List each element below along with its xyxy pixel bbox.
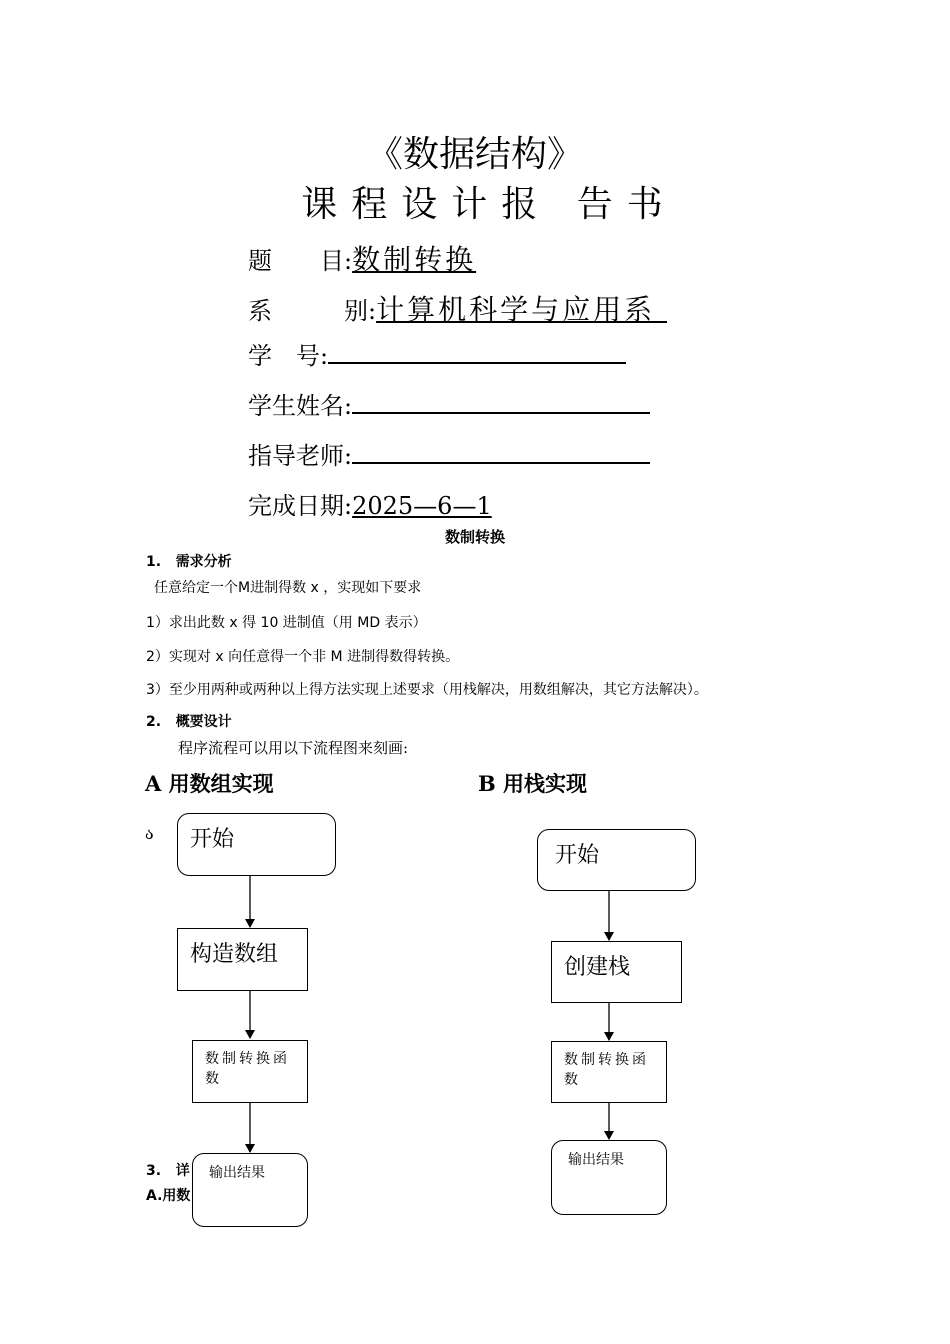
dept-label: 系 别: [248,297,377,325]
flow-a-step2 [192,1040,308,1103]
arrowhead-a-2 [245,1030,255,1039]
s1-item-2: 2）实现对 x 向任意得一个非 M 进制得数得转换。 [146,649,460,665]
s1-intro: 任意给定一个M进制得数 x ，实现如下要求 [154,580,422,596]
arrowhead-b-1 [604,932,614,941]
flow-b-step2 [551,1041,667,1103]
s3-heading-num: 3. [146,1163,162,1179]
flow-a-end [192,1153,308,1227]
s3-sub: A.用数 [146,1188,191,1204]
flow-a-step1-label: 构造数组 [190,942,279,967]
report-subtitle: 课程设计报 告书 [301,184,677,225]
topic-value: 数制转换 [352,243,477,276]
s2-heading-num: 2. [146,714,162,730]
section-title: 数制转换 [444,528,505,546]
s1-item-3: 3）至少用两种或两种以上得方法实现上述要求（用栈解决，用数组解决，其它方法解决）。 [146,682,708,698]
s1-heading-text: 需求分析 [175,554,232,570]
date-value: 2025—6—1 [352,492,492,520]
report-title: 《数据结构》 [366,134,583,175]
s2-intro: 程序流程可以用以下流程图来刻画: [178,739,409,757]
flow-a-end-label: 输出结果 [209,1165,265,1181]
s2-heading-text: 概要设计 [175,714,232,730]
student-id-label: 学 号: [248,342,329,370]
topic-label: 题 目: [248,247,353,275]
s1-item-1: 1）求出此数 x 得 10 进制值（用 MD 表示） [146,615,427,631]
flow-a-start [177,813,336,876]
flow-a-step1 [177,928,308,991]
teacher-label: 指导老师: [248,442,353,470]
s1-heading-num: 1. [146,554,162,570]
date-label: 完成日期: [248,492,353,520]
arrowhead-b-3 [604,1131,614,1140]
flow-b-step1-label: 创建栈 [564,955,631,980]
stray-mark: ა [145,824,154,843]
flow-b-end-label: 输出结果 [568,1152,624,1168]
flow-b-title: B 用栈实现 [478,771,588,796]
flow-a-step2-label: 数制转换函数 [205,1051,290,1087]
flow-b-start-label: 开始 [555,843,600,868]
arrowhead-a-1 [245,919,255,928]
flow-a-title: A 用数组实现 [145,771,274,796]
flow-b-step2-label: 数制转换函数 [564,1052,649,1088]
s3-heading-text: 详 [175,1163,190,1179]
arrowhead-a-3 [245,1144,255,1153]
flow-b-step1 [551,941,682,1003]
student-name-label: 学生姓名: [248,392,353,420]
flow-b-start [537,829,696,891]
dept-value: 计算机科学与应用系 [376,293,667,326]
arrowhead-b-2 [604,1032,614,1041]
flow-a-start-label: 开始 [190,827,235,852]
flow-b-end [551,1140,667,1215]
